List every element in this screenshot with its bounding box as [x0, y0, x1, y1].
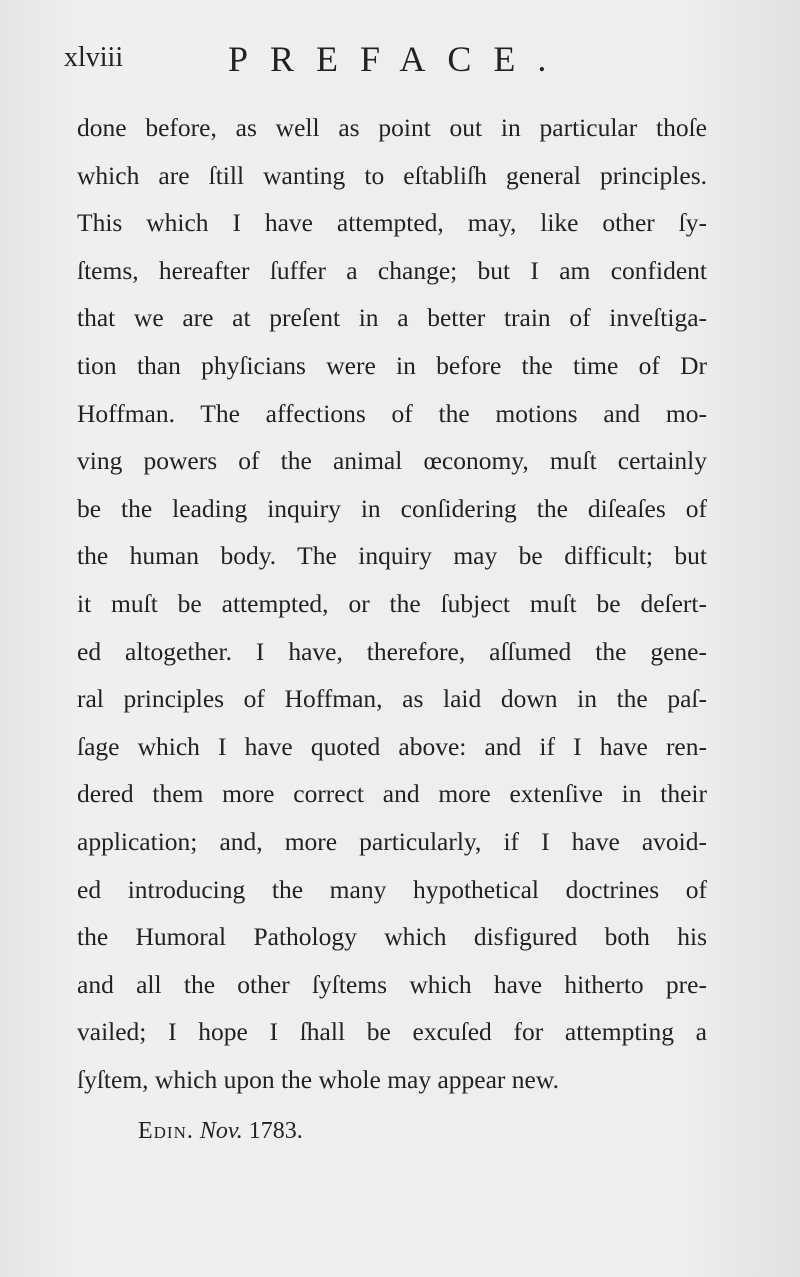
signature-year: 1783.: [248, 1118, 303, 1144]
text-line: Hoffman. The affections of the motions and mo-: [77, 398, 707, 428]
body-text: [77, 104, 707, 1103]
text-line: the Humoral Pathology which disfigured both his: [77, 922, 707, 952]
text-line: ving powers of the animal œconomy, muſt certainly: [77, 446, 707, 476]
text-line: application; and, more particularly, if I have avoid-: [77, 826, 707, 856]
text-line: it muſt be attempted, or the ſubject muſt be deſert-: [77, 588, 707, 618]
text-line: ſage which I have quoted above: and if I have ren-: [77, 731, 707, 761]
text-line: which are ſtill wanting to eſtabliſh general principles.: [77, 160, 707, 190]
page-header: [64, 38, 584, 88]
text-line: ed introducing the many hypothetical doctrines of: [77, 874, 707, 904]
running-title: PREFACE.: [228, 39, 569, 79]
text-line: done before, as well as point out in particular thoſe: [77, 113, 707, 142]
text-line: ral principles of Hoffman, as laid down in the paſ-: [77, 684, 707, 714]
text-line: and all the other ſyſtems which have hitherto pre-: [77, 969, 707, 999]
text-line: ſtems, hereafter ſuffer a change; but I am confident: [77, 255, 707, 285]
page-number: xlviii: [64, 42, 124, 73]
text-line: This which I have attempted, may, like other ſy-: [77, 208, 707, 238]
text-line: ed altogether. I have, therefore, aſſumed the gene-: [77, 636, 707, 666]
text-line: tion than phyſicians were in before the time of Dr: [77, 350, 707, 380]
text-line: dered them more correct and more extenſive in their: [77, 779, 707, 809]
text-line: ſyſtem, which upon the whole may appear new.: [77, 1064, 559, 1094]
text-line: that we are at preſent in a better train of inveſtiga-: [77, 303, 707, 333]
text-line: be the leading inquiry in conſidering the diſeaſes of: [77, 493, 707, 523]
signature: [138, 1118, 303, 1145]
text-line: the human body. The inquiry may be difficult; but: [77, 541, 707, 571]
signature-place: Edin.: [138, 1118, 194, 1144]
text-line: vailed; I hope I ſhall be excuſed for attempting a: [77, 1017, 707, 1047]
signature-month: Nov.: [199, 1118, 243, 1144]
